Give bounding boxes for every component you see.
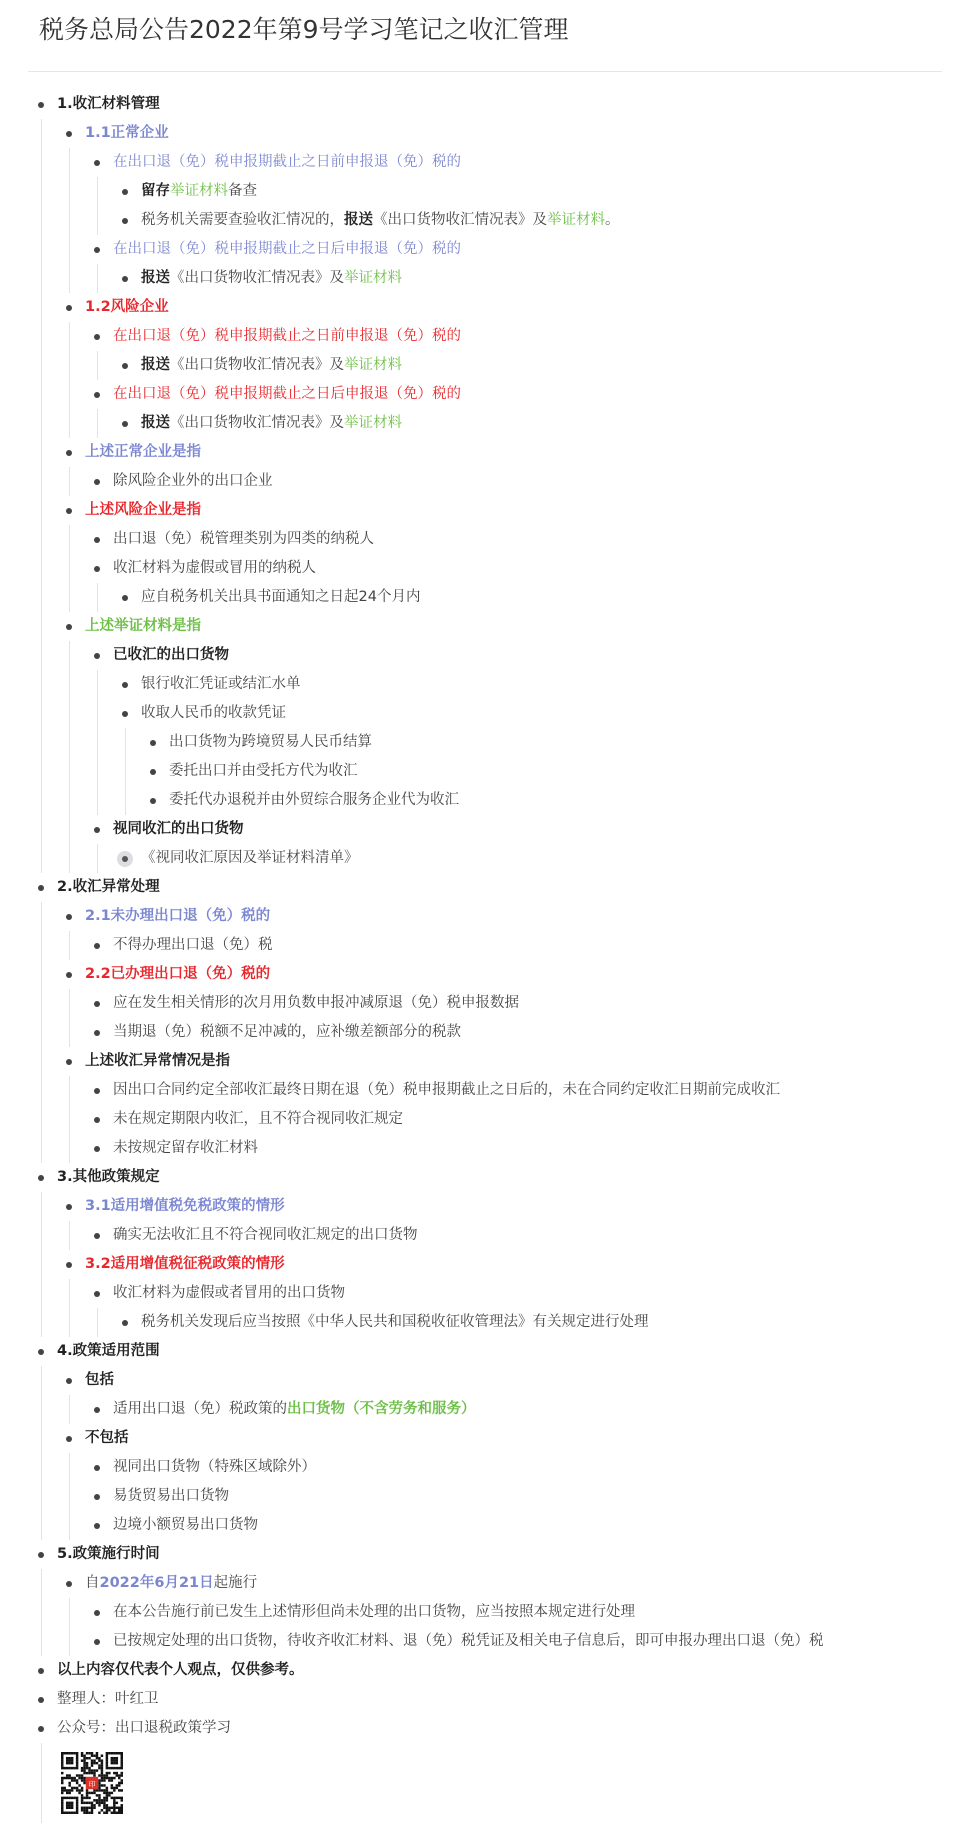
outline-item-text — [113, 380, 461, 409]
outline-item-level-0 — [0, 1337, 956, 1366]
outline-item-level-2 — [0, 148, 956, 177]
outline-item-text — [113, 931, 273, 960]
outline-item-level-3 — [0, 177, 956, 206]
bullet-icon — [66, 1378, 72, 1384]
text-segment: 视同收汇的出口货物 — [113, 821, 244, 837]
text-segment: 举证材料 — [344, 270, 402, 286]
bullet-icon — [94, 1233, 100, 1239]
outline-item-text — [113, 641, 229, 670]
outline-item-text — [57, 1656, 304, 1685]
bullet-icon — [38, 102, 44, 108]
outline-item-text — [85, 902, 270, 931]
bullet-icon — [150, 798, 156, 804]
text-segment: 出口货物（不含劳务和服务） — [287, 1401, 476, 1417]
indent-guide-line — [97, 351, 98, 380]
text-segment: 3.1适用增值税免税政策的情形 — [85, 1198, 285, 1214]
text-segment: 1.1正常企业 — [85, 125, 169, 141]
outline-item-text — [113, 1627, 824, 1656]
text-segment: 公众号：出口退税政策学习 — [57, 1720, 231, 1736]
text-segment: 因出口合同约定全部收汇最终日期在退（免）税申报期截止之日后的，未在合同约定收汇日期前完成收汇 — [113, 1082, 780, 1098]
outline-item-text — [113, 1482, 229, 1511]
bullet-icon — [38, 1349, 44, 1355]
text-segment: 报送 — [141, 415, 170, 431]
indent-guide-line — [69, 525, 70, 612]
outline-item-level-2 — [0, 641, 956, 670]
outline-item-level-1 — [0, 612, 956, 641]
outline-item-level-1 — [0, 1250, 956, 1279]
outline-item-text — [141, 351, 402, 380]
outline-item-level-2 — [0, 380, 956, 409]
text-segment: 税务机关发现后应当按照《中华人民共和国税收征收管理法》有关规定进行处理 — [141, 1314, 649, 1330]
indent-guide-line — [97, 1308, 98, 1337]
bullet-icon — [38, 1726, 44, 1732]
text-segment: 不得办理出口退（免）税 — [113, 937, 273, 953]
outline-item-level-2 — [0, 1105, 956, 1134]
outline-item-text — [57, 1163, 160, 1192]
bullet-icon — [94, 1523, 100, 1529]
text-segment: 3.2适用增值税征税政策的情形 — [85, 1256, 285, 1272]
indent-guide-line — [69, 1221, 70, 1250]
outline-item-level-4 — [0, 786, 956, 815]
bullet-icon — [94, 537, 100, 543]
text-segment: 已按规定处理的出口货物，待收齐收汇材料、退（免）税凭证及相关电子信息后，即可申报办理出口退（免）税 — [113, 1633, 824, 1649]
text-segment: 。 — [605, 212, 620, 228]
text-segment: 整理人：叶红卫 — [57, 1691, 159, 1707]
text-segment: 上述举证材料是指 — [85, 618, 201, 634]
bullet-icon — [94, 827, 100, 833]
indent-guide-line — [69, 1453, 70, 1540]
indent-guide-line — [41, 1366, 42, 1540]
text-segment: 2.收汇异常处理 — [57, 879, 160, 895]
bullet-icon — [94, 653, 100, 659]
bullet-icon — [94, 1001, 100, 1007]
outline-item-level-2 — [0, 467, 956, 496]
text-segment: 适用出口退（免）税政策的 — [113, 1401, 287, 1417]
text-segment: 未在规定期限内收汇，且不符合视同收汇规定 — [113, 1111, 403, 1127]
text-segment: 在出口退（免）税申报期截止之日后申报退（免）税的 — [113, 241, 461, 257]
outline-item-level-1 — [0, 902, 956, 931]
outline-item-text — [113, 235, 461, 264]
bullet-icon — [38, 1668, 44, 1674]
outline-item-level-3 — [0, 1308, 956, 1337]
outline-item-level-1 — [0, 960, 956, 989]
outline-item-text — [141, 1308, 649, 1337]
bullet-icon — [122, 595, 128, 601]
text-segment: 视同出口货物（特殊区域除外） — [113, 1459, 316, 1475]
outline-item-level-0 — [0, 1685, 956, 1714]
indent-guide-line — [97, 177, 98, 235]
bullet-icon — [66, 1262, 72, 1268]
outline-item-text — [113, 1018, 461, 1047]
outline-item-text — [141, 264, 402, 293]
outline-item-level-2 — [0, 1076, 956, 1105]
bullet-icon — [150, 740, 156, 746]
text-segment: 5.政策施行时间 — [57, 1546, 160, 1562]
bullet-icon — [66, 1059, 72, 1065]
outline-item-level-1 — [0, 293, 956, 322]
bullet-icon — [66, 450, 72, 456]
outline-item-text — [113, 1453, 316, 1482]
outline-item-level-2 — [0, 525, 956, 554]
outline-item-level-1 — [0, 1047, 956, 1076]
text-segment: 当期退（免）税额不足冲减的，应补缴差额部分的税款 — [113, 1024, 461, 1040]
bullet-icon — [38, 1697, 44, 1703]
bullet-icon — [94, 1117, 100, 1123]
text-segment: 银行收汇凭证或结汇水单 — [141, 676, 301, 692]
bullet-icon — [38, 1552, 44, 1558]
text-segment: 2022年6月21日 — [99, 1575, 214, 1591]
bullet-icon — [94, 1407, 100, 1413]
outline-item-level-2 — [0, 989, 956, 1018]
text-segment: 应自税务机关出具书面通知之日起24个月内 — [141, 589, 421, 605]
outline-item-text — [57, 873, 160, 902]
outline-item-level-2 — [0, 322, 956, 351]
outline-item-text — [141, 583, 420, 612]
outline-item-text — [57, 1337, 160, 1366]
text-segment: 3.其他政策规定 — [57, 1169, 160, 1185]
text-segment: 不包括 — [85, 1430, 129, 1446]
outline-item-text — [57, 90, 160, 119]
outline-item-level-0 — [0, 873, 956, 902]
indent-guide-line — [69, 641, 70, 873]
outline-tree — [0, 90, 956, 1743]
bullet-icon — [66, 1204, 72, 1210]
outline-item-level-2 — [0, 1134, 956, 1163]
outline-item-level-3 — [0, 699, 956, 728]
text-segment: 《出口货物收汇情况表》及 — [373, 212, 547, 228]
outline-item-level-2 — [0, 1221, 956, 1250]
outline-item-level-0 — [0, 1714, 956, 1743]
outline-item-text — [141, 206, 620, 235]
text-segment: 《出口货物收汇情况表》及 — [170, 415, 344, 431]
indent-guide-line — [69, 148, 70, 293]
outline-item-level-2 — [0, 931, 956, 960]
outline-item-text — [85, 1424, 129, 1453]
bullet-icon — [66, 1436, 72, 1442]
bullet-icon — [66, 914, 72, 920]
outline-item-level-0 — [0, 90, 956, 119]
outline-item-level-3 — [0, 583, 956, 612]
outline-item-text — [57, 1714, 231, 1743]
text-segment: 上述收汇异常情况是指 — [85, 1053, 230, 1069]
bullet-icon — [38, 885, 44, 891]
text-segment: 1.收汇材料管理 — [57, 96, 160, 112]
outline-item-level-0 — [0, 1163, 956, 1192]
outline-item-text — [85, 960, 270, 989]
indent-guide-line — [69, 989, 70, 1047]
outline-item-level-4 — [0, 728, 956, 757]
outline-item-level-2 — [0, 235, 956, 264]
outline-item-text — [113, 322, 461, 351]
text-segment: 留存 — [141, 183, 170, 199]
bullet-icon — [66, 1581, 72, 1587]
bullet-icon — [122, 421, 128, 427]
bullet-icon — [94, 479, 100, 485]
outline-item-level-2 — [0, 554, 956, 583]
text-segment: 边境小额贸易出口货物 — [113, 1517, 258, 1533]
title-divider — [28, 71, 942, 72]
text-segment: 举证材料 — [344, 357, 402, 373]
text-segment: 易货贸易出口货物 — [113, 1488, 229, 1504]
text-segment: 《出口货物收汇情况表》及 — [170, 270, 344, 286]
bullet-ring-icon[interactable] — [117, 851, 133, 867]
outline-item-level-2 — [0, 1511, 956, 1540]
bullet-icon — [150, 769, 156, 775]
outline-item-text — [169, 757, 358, 786]
outline-item-text — [57, 1685, 159, 1714]
outline-item-text — [141, 409, 402, 438]
outline-item-level-4 — [0, 757, 956, 786]
outline-item-level-0 — [0, 1656, 956, 1685]
outline-item-text — [113, 989, 519, 1018]
outline-item-level-2 — [0, 815, 956, 844]
bullet-icon — [94, 1146, 100, 1152]
outline-item-level-2 — [0, 1482, 956, 1511]
outline-item-text — [169, 728, 372, 757]
bullet-icon — [94, 1291, 100, 1297]
outline-item-level-2 — [0, 1395, 956, 1424]
outline-item-level-2 — [0, 1279, 956, 1308]
text-segment: 包括 — [85, 1372, 114, 1388]
bullet-icon — [94, 1494, 100, 1500]
text-segment: 4.政策适用范围 — [57, 1343, 160, 1359]
outline-item-level-2 — [0, 1453, 956, 1482]
qr-code-image — [61, 1752, 123, 1814]
text-segment: 举证材料 — [170, 183, 228, 199]
indent-guide-line — [41, 119, 42, 873]
indent-guide-line — [97, 670, 98, 815]
text-segment: 应在发生相关情形的次月用负数申报冲减原退（免）税申报数据 — [113, 995, 519, 1011]
outline-item-text — [85, 1366, 114, 1395]
text-segment: 税务机关需要查验收汇情况的， — [141, 212, 344, 228]
outline-item-text — [85, 1250, 285, 1279]
indent-guide-line — [69, 931, 70, 960]
outline-item-level-1 — [0, 1192, 956, 1221]
outline-item-text — [85, 119, 169, 148]
text-segment: 在出口退（免）税申报期截止之日前申报退（免）税的 — [113, 328, 461, 344]
outline-item-text — [141, 699, 286, 728]
outline-item-text — [113, 1105, 403, 1134]
indent-guide-line — [69, 467, 70, 496]
outline-item-text — [85, 438, 201, 467]
outline-item-level-3 — [0, 264, 956, 293]
text-segment: 上述正常企业是指 — [85, 444, 201, 460]
bullet-icon — [122, 682, 128, 688]
text-segment: 《出口货物收汇情况表》及 — [170, 357, 344, 373]
indent-guide-line — [41, 902, 42, 1163]
indent-guide-line — [97, 264, 98, 293]
bullet-icon — [66, 972, 72, 978]
outline-item-text — [85, 293, 169, 322]
text-segment: 自 — [85, 1575, 100, 1591]
indent-guide-line — [69, 1076, 70, 1163]
indent-guide-line — [97, 844, 98, 873]
text-segment: 除风险企业外的出口企业 — [113, 473, 273, 489]
bullet-icon — [66, 305, 72, 311]
text-segment: 委托出口并由受托方代为收汇 — [169, 763, 358, 779]
outline-item-text — [113, 1279, 345, 1308]
indent-guide-line — [41, 1569, 42, 1656]
bullet-icon — [94, 334, 100, 340]
outline-item-text — [169, 786, 459, 815]
text-segment: 报送 — [344, 212, 373, 228]
outline-item-text — [141, 177, 257, 206]
outline-item-level-3 — [0, 670, 956, 699]
outline-item-level-1 — [0, 438, 956, 467]
outline-item-text — [113, 815, 244, 844]
outline-item-text — [113, 148, 461, 177]
outline-item-level-2 — [0, 1598, 956, 1627]
bullet-icon — [122, 711, 128, 717]
outline-item-level-1 — [0, 1366, 956, 1395]
bullet-icon — [94, 1088, 100, 1094]
text-segment: 委托代办退税并由外贸综合服务企业代为收汇 — [169, 792, 459, 808]
outline-item-text — [113, 554, 316, 583]
bullet-icon — [94, 1030, 100, 1036]
bullet-icon — [94, 160, 100, 166]
outline-item-text — [85, 496, 201, 525]
text-segment: 确实无法收汇且不符合视同收汇规定的出口货物 — [113, 1227, 418, 1243]
bullet-icon — [94, 1639, 100, 1645]
bullet-icon — [122, 218, 128, 224]
bullet-icon — [94, 1610, 100, 1616]
indent-guide-line — [69, 1598, 70, 1656]
bullet-icon — [66, 131, 72, 137]
text-segment: 《视同收汇原因及举证材料清单》 — [141, 850, 359, 866]
outline-item-level-3 — [0, 844, 956, 873]
page-title: 税务总局公告2022年第9号学习笔记之收汇管理 — [39, 15, 569, 44]
indent-guide-line — [97, 583, 98, 612]
outline-item-level-1 — [0, 496, 956, 525]
text-segment: 出口货物为跨境贸易人民币结算 — [169, 734, 372, 750]
text-segment: 备查 — [228, 183, 257, 199]
svg-text:印: 印 — [88, 1780, 96, 1789]
text-segment: 已收汇的出口货物 — [113, 647, 229, 663]
bullet-icon — [94, 247, 100, 253]
indent-guide-line — [97, 409, 98, 438]
text-segment: 报送 — [141, 357, 170, 373]
text-segment: 举证材料 — [547, 212, 605, 228]
text-segment: 以上内容仅代表个人观点，仅供参考。 — [57, 1662, 304, 1678]
text-segment: 在本公告施行前已发生上述情形但尚未处理的出口货物，应当按照本规定进行处理 — [113, 1604, 635, 1620]
outline-item-text — [85, 1569, 257, 1598]
bullet-icon — [122, 189, 128, 195]
bullet-icon — [94, 392, 100, 398]
outline-item-text — [85, 612, 201, 641]
outline-item-text — [113, 1511, 258, 1540]
outline-item-text — [57, 1540, 160, 1569]
text-segment: 在出口退（免）税申报期截止之日后申报退（免）税的 — [113, 386, 461, 402]
outline-item-text — [113, 1221, 418, 1250]
outline-item-text — [141, 844, 359, 873]
outline-item-level-3 — [0, 351, 956, 380]
text-segment: 2.1未办理出口退（免）税的 — [85, 908, 271, 924]
outline-item-level-1 — [0, 1424, 956, 1453]
outline-item-text — [85, 1192, 285, 1221]
text-segment: 未按规定留存收汇材料 — [113, 1140, 258, 1156]
outline-item-text — [113, 1076, 780, 1105]
bullet-icon — [66, 508, 72, 514]
bullet-icon — [122, 276, 128, 282]
bullet-icon — [66, 624, 72, 630]
indent-guide-line — [125, 728, 126, 815]
outline-item-text — [113, 525, 374, 554]
text-segment: 1.2风险企业 — [85, 299, 169, 315]
indent-guide-line — [69, 1395, 70, 1424]
outline-item-level-3 — [0, 206, 956, 235]
indent-guide-line — [41, 1743, 42, 1823]
indent-guide-line — [69, 322, 70, 438]
outline-item-level-3 — [0, 409, 956, 438]
outline-item-text — [113, 1134, 258, 1163]
bullet-icon — [94, 1465, 100, 1471]
outline-item-text — [141, 670, 301, 699]
bullet-icon — [38, 1175, 44, 1181]
text-segment: 举证材料 — [344, 415, 402, 431]
text-segment: 在出口退（免）税申报期截止之日前申报退（免）税的 — [113, 154, 461, 170]
bullet-icon — [94, 566, 100, 572]
text-segment: 收汇材料为虚假或冒用的纳税人 — [113, 560, 316, 576]
outline-item-text — [113, 467, 273, 496]
outline-item-text — [113, 1395, 476, 1424]
outline-item-level-1 — [0, 1569, 956, 1598]
outline-item-level-2 — [0, 1018, 956, 1047]
text-segment: 报送 — [141, 270, 170, 286]
text-segment: 上述风险企业是指 — [85, 502, 201, 518]
outline-item-text — [85, 1047, 230, 1076]
text-segment: 收取人民币的收款凭证 — [141, 705, 286, 721]
outline-item-level-0 — [0, 1540, 956, 1569]
outline-item-level-2 — [0, 1627, 956, 1656]
text-segment: 收汇材料为虚假或者冒用的出口货物 — [113, 1285, 345, 1301]
bullet-icon — [122, 363, 128, 369]
outline-item-level-1 — [0, 119, 956, 148]
indent-guide-line — [69, 1279, 70, 1337]
text-segment: 起施行 — [213, 1575, 258, 1591]
bullet-icon — [94, 943, 100, 949]
text-segment: 2.2已办理出口退（免）税的 — [85, 966, 271, 982]
outline-item-text — [113, 1598, 635, 1627]
indent-guide-line — [41, 1192, 42, 1337]
text-segment: 出口退（免）税管理类别为四类的纳税人 — [113, 531, 374, 547]
bullet-icon — [122, 1320, 128, 1326]
